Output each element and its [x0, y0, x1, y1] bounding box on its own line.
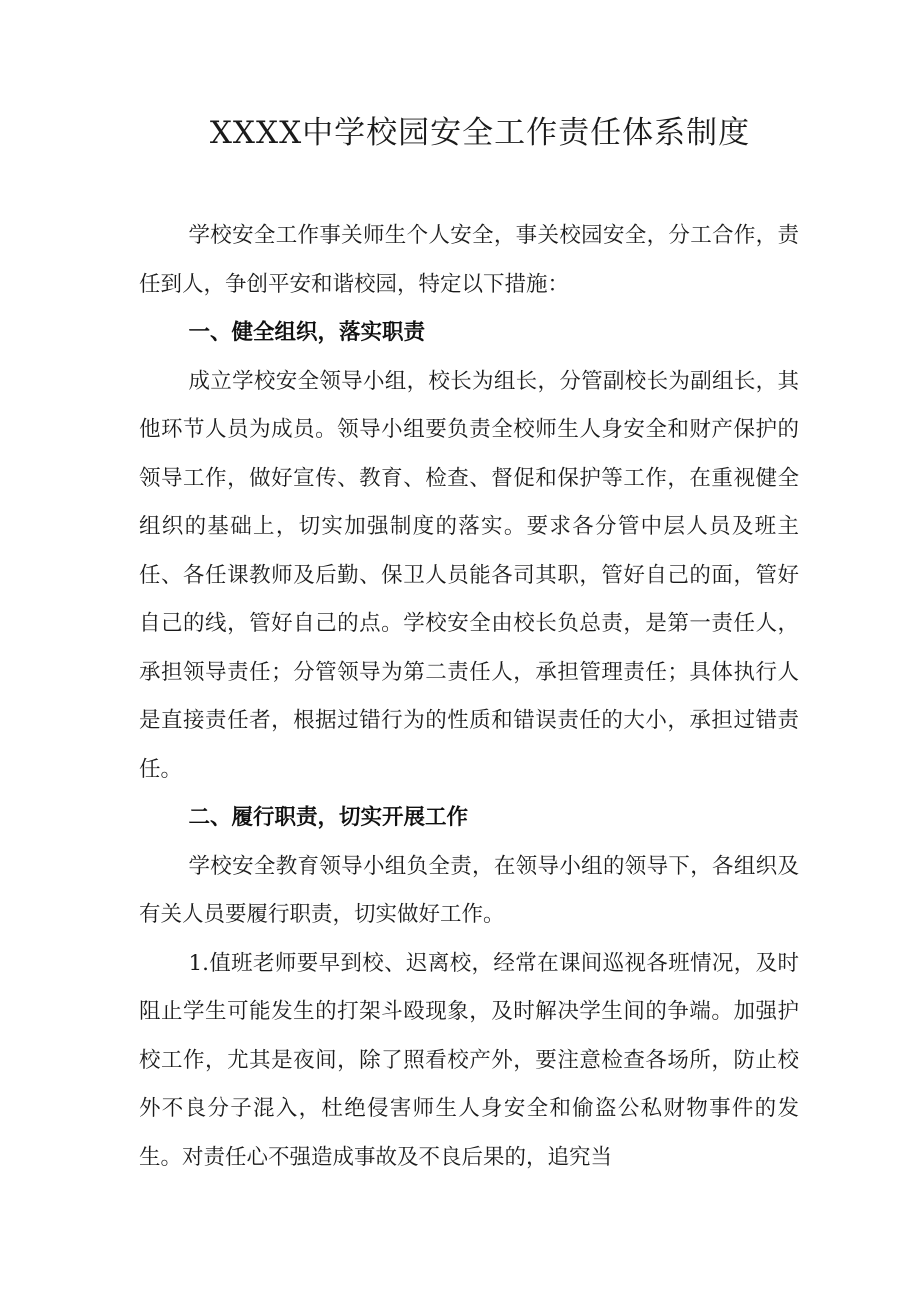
section-heading-2: 二、履行职责，切实开展工作 [188, 805, 468, 830]
section-2-paragraph: 学校安全教育领导小组负全责，在领导小组的领导下，各组织及有关人员要履行职责，切实做好工作。 [139, 853, 799, 927]
section-2-item-1: 1.值班老师要早到校、迟离校，经常在课间巡视各班情况，及时阻止学生可能发生的打架斗殴现象，及时解决学生间的争端。加强护校工作，尤其是夜间，除了照看校产外，要注意检查各场所，防止校外不良分子混入，杜绝侵害师生人身安全和偷盗公私财物事件的发生。对责任心不强造成事故及不良后果的，追究当 [139, 950, 799, 1170]
section-heading-1: 一、健全组织，落实职责 [188, 320, 425, 345]
document-title: XXXX中学校园安全工作责任体系制度 [209, 115, 751, 151]
document-body [139, 212, 799, 1182]
section-1-paragraph: 成立学校安全领导小组，校长为组长，分管副校长为副组长，其他环节人员为成员。领导小组要负责全校师生人身安全和财产保护的领导工作，做好宣传、教育、检查、督促和保护等工作，在重视健全组织的基础上，切实加强制度的落实。要求各分管中层人员及班主任、各任课教师及后勤、保卫人员能各司其职，管好自己的面，管好自己的线，管好自己的点。学校安全由校长负总责，是第一责任人，承担领导责任；分管领导为第二责任人，承担管理责任；具体执行人是直接责任者，根据过错行为的性质和错误责任的大小，承担过错责任。 [139, 368, 799, 782]
intro-paragraph: 学校安全工作事关师生个人安全，事关校园安全，分工合作，责任到人，争创平安和谐校园，特定以下措施： [139, 223, 799, 297]
